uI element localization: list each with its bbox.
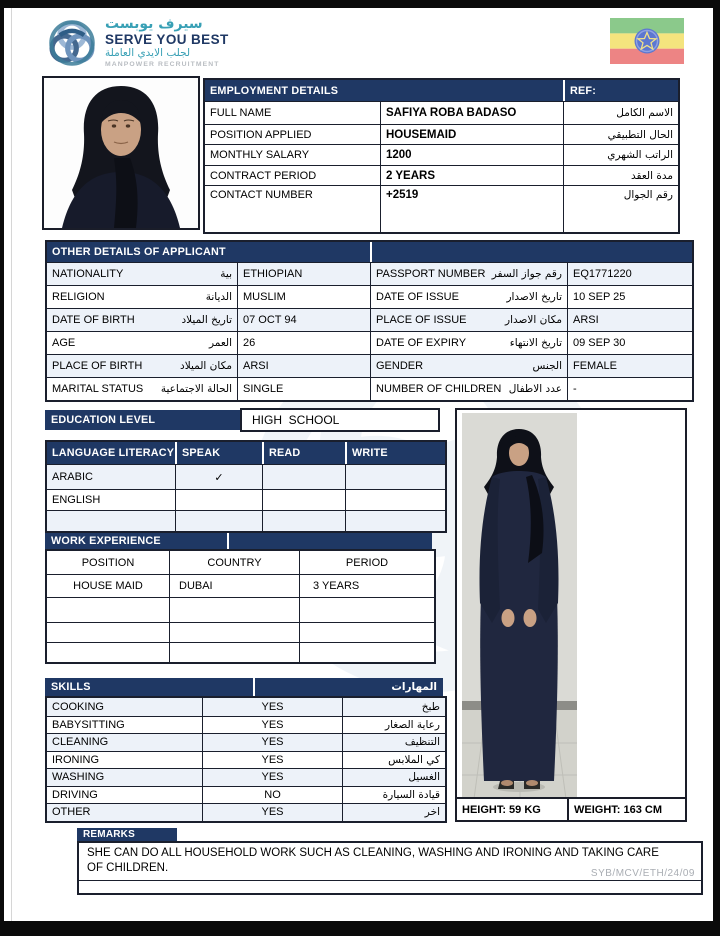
skill-value: YES xyxy=(202,768,342,786)
period-cell xyxy=(299,642,434,662)
work-experience-table xyxy=(45,549,436,664)
skill-value: YES xyxy=(202,803,342,821)
arabic-label: الراتب الشهري xyxy=(563,144,678,165)
education-level-header: EDUCATION LEVEL xyxy=(45,410,240,430)
company-logo xyxy=(46,14,229,72)
speak-cell xyxy=(175,510,262,531)
other-details-title: OTHER DETAILS OF APPLICANT xyxy=(47,242,370,262)
period-cell: 3 YEARS xyxy=(299,574,434,597)
skill-label: DRIVING xyxy=(47,786,202,804)
language-name xyxy=(47,510,175,531)
employment-title: EMPLOYMENT DETAILS xyxy=(205,80,563,101)
position-cell xyxy=(47,622,169,642)
skill-arabic: طبخ xyxy=(342,698,445,716)
value: 10 SEP 25 xyxy=(567,285,692,308)
ethiopia-flag-icon xyxy=(610,18,684,64)
remarks-box xyxy=(77,841,703,895)
language-literacy-table xyxy=(45,440,447,533)
skill-label: COOKING xyxy=(47,698,202,716)
brand-tagline: MANPOWER RECRUITMENT xyxy=(105,61,220,68)
skill-arabic: الغسيل xyxy=(342,768,445,786)
value: HOUSEMAID xyxy=(380,124,563,144)
skill-value: NO xyxy=(202,786,342,804)
label: FULL NAME xyxy=(205,101,380,124)
column-header: PERIOD xyxy=(299,551,434,574)
read-cell xyxy=(262,464,345,489)
value: ARSI xyxy=(237,354,370,377)
employment-details-table xyxy=(203,78,680,234)
label: PLACE OF ISSUE مكان الاصدار xyxy=(370,308,567,331)
label: PLACE OF BIRTH مكان الميلاد xyxy=(47,354,237,377)
write-cell xyxy=(345,464,445,489)
column-header: READ xyxy=(262,442,345,464)
label: DATE OF ISSUE تاريخ الاصدار xyxy=(370,285,567,308)
weight-value: WEIGHT: 163 CM xyxy=(567,799,685,820)
skill-arabic: كي الملابس xyxy=(342,751,445,769)
portrait-photo-image xyxy=(44,78,198,228)
label: GENDER الجنس xyxy=(370,354,567,377)
scan-edge-left xyxy=(0,0,4,936)
value: FEMALE xyxy=(567,354,692,377)
knot-logo-icon xyxy=(46,14,98,72)
height-value: HEIGHT: 59 KG xyxy=(462,803,541,816)
work-experience-header: WORK EXPERIENCE xyxy=(45,533,432,549)
skill-arabic: قيادة السيارة xyxy=(342,786,445,804)
applicant-fullbody-photo xyxy=(455,408,687,822)
value: ARSI xyxy=(567,308,692,331)
skill-arabic: التنظيف xyxy=(342,733,445,751)
scan-edge-bottom xyxy=(0,921,720,936)
value: - xyxy=(567,377,692,400)
country-cell: DUBAI xyxy=(169,574,299,597)
label: MONTHLY SALARY xyxy=(205,144,380,165)
value: ETHIOPIAN xyxy=(237,262,370,285)
other-details-title-right xyxy=(370,242,692,262)
label: RELIGION الديانة xyxy=(47,285,237,308)
remarks-divider xyxy=(79,880,701,881)
read-cell xyxy=(262,489,345,510)
value: SINGLE xyxy=(237,377,370,400)
position-cell xyxy=(47,597,169,622)
other-details-table xyxy=(45,240,694,402)
ref-label: REF: xyxy=(563,80,678,101)
skill-value: YES xyxy=(202,716,342,734)
skill-value: YES xyxy=(202,751,342,769)
skills-table xyxy=(45,696,447,823)
value: 09 SEP 30 xyxy=(567,331,692,354)
value: 1200 xyxy=(380,144,563,165)
label: CONTACT NUMBER xyxy=(205,185,380,232)
skills-header: SKILLS المهارات xyxy=(45,678,443,696)
speak-checkmark: ✓ xyxy=(175,464,262,489)
write-cell xyxy=(345,489,445,510)
language-name: ENGLISH xyxy=(47,489,175,510)
skill-label: IRONING xyxy=(47,751,202,769)
brand-arabic-name: سيرف يوبست xyxy=(105,16,203,32)
physique-row xyxy=(457,797,685,820)
applicant-portrait-photo xyxy=(42,76,200,230)
scan-artifact-line xyxy=(11,8,12,921)
skill-label: WASHING xyxy=(47,768,202,786)
country-cell xyxy=(169,622,299,642)
label: NATIONALITY بية xyxy=(47,262,237,285)
remarks-header: REMARKS xyxy=(77,828,177,841)
label: POSITION APPLIED xyxy=(205,124,380,144)
period-cell xyxy=(299,597,434,622)
arabic-label: الاسم الكامل xyxy=(563,101,678,124)
period-cell xyxy=(299,622,434,642)
fullbody-photo-image xyxy=(462,413,577,799)
label: DATE OF EXPIRY تاريخ الانتهاء xyxy=(370,331,567,354)
scan-edge-top xyxy=(0,0,720,8)
value: 07 OCT 94 xyxy=(237,308,370,331)
value: +2519 xyxy=(380,185,563,232)
education-level-value: HIGH SCHOOL xyxy=(240,408,440,432)
label: CONTRACT PERIOD xyxy=(205,165,380,185)
column-header: POSITION xyxy=(81,556,135,569)
column-header: SPEAK xyxy=(175,442,262,464)
skill-arabic: اخر xyxy=(342,803,445,821)
skill-value: YES xyxy=(202,698,342,716)
value: 2 YEARS xyxy=(380,165,563,185)
brand-arabic-tagline: لجلب الايدي العاملة xyxy=(105,47,191,59)
remarks-text: SHE CAN DO ALL HOUSEHOLD WORK SUCH AS CLEANING, WASHING AND IRONING AND TAKING CARE OF CHILDREN. xyxy=(87,847,659,874)
read-cell xyxy=(262,510,345,531)
label: MARITAL STATUS الحالة الاجتماعية xyxy=(47,377,237,400)
label: NUMBER OF CHILDREN عدد الاطفال xyxy=(370,377,567,400)
column-header: LANGUAGE LITERACY xyxy=(47,442,175,464)
skill-label: OTHER xyxy=(47,803,202,821)
country-cell xyxy=(169,642,299,662)
position-cell: HOUSE MAID xyxy=(47,574,169,597)
value: 26 xyxy=(237,331,370,354)
document-ref-code: SYB/MCV/ETH/24/09 xyxy=(590,868,695,879)
skill-label: BABYSITTING xyxy=(47,716,202,734)
value: SAFIYA ROBA BADASO xyxy=(380,101,563,124)
label: PASSPORT NUMBER رقم جواز السفر xyxy=(370,262,567,285)
label: AGE العمر xyxy=(47,331,237,354)
position-cell xyxy=(47,642,169,662)
arabic-label: مدة العقد xyxy=(563,165,678,185)
skills-header-arabic: المهارات xyxy=(391,681,437,693)
skill-label: CLEANING xyxy=(47,733,202,751)
skill-arabic: رعاية الصغار xyxy=(342,716,445,734)
arabic-label: الحال التطبيقي xyxy=(563,124,678,144)
column-header: COUNTRY xyxy=(169,551,299,574)
language-name: ARABIC xyxy=(47,464,175,489)
country-cell xyxy=(169,597,299,622)
value: EQ1771220 xyxy=(567,262,692,285)
arabic-label: رقم الجوال xyxy=(563,185,678,232)
column-header: WRITE xyxy=(345,442,445,464)
value: MUSLIM xyxy=(237,285,370,308)
brand-name: SERVE YOU BEST xyxy=(105,32,229,47)
label: DATE OF BIRTH تاريخ الميلاد xyxy=(47,308,237,331)
scan-edge-right xyxy=(713,0,720,936)
write-cell xyxy=(345,510,445,531)
speak-cell xyxy=(175,489,262,510)
skill-value: YES xyxy=(202,733,342,751)
